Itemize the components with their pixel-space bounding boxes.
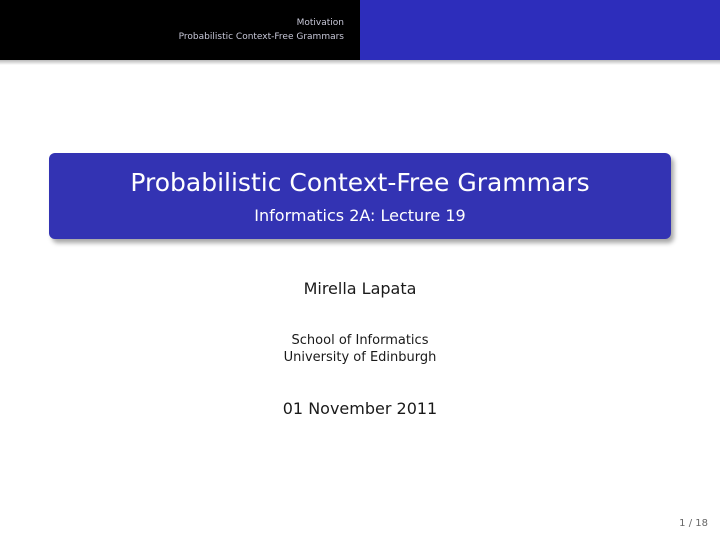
header-shadow [0, 60, 720, 65]
institute-university: University of Edinburgh [283, 350, 437, 365]
section-navigation [0, 0, 360, 60]
header-right-panel [360, 0, 720, 60]
header-bar [0, 0, 720, 60]
title-block [49, 153, 671, 239]
nav-section-motivation[interactable]: Motivation [296, 18, 344, 28]
author-name: Mirella Lapata [303, 279, 417, 298]
page-number: 1 / 18 [679, 518, 708, 529]
slide-title: Probabilistic Context-Free Grammars [130, 168, 590, 197]
nav-section-pcfg[interactable]: Probabilistic Context-Free Grammars [178, 32, 344, 42]
slide-subtitle: Informatics 2A: Lecture 19 [254, 206, 466, 225]
presentation-date: 01 November 2011 [282, 399, 438, 418]
institute-school: School of Informatics [291, 333, 429, 348]
